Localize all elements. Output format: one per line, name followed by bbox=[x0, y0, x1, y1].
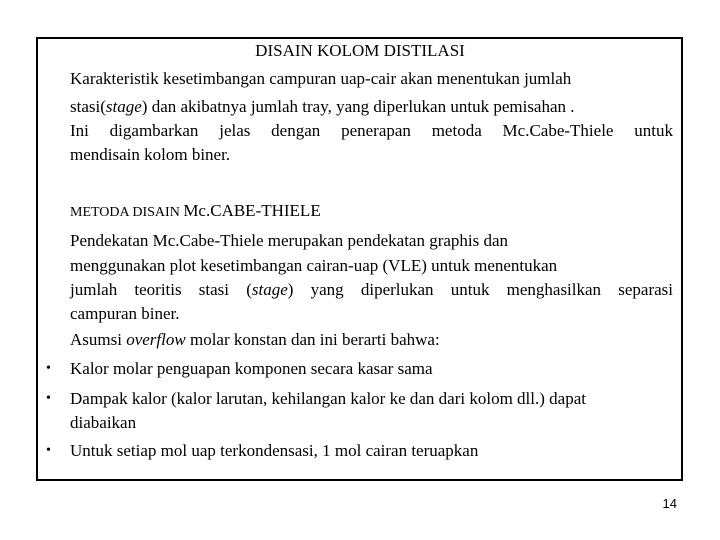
intro-line-3: Ini digambarkan jelas dengan penerapan metoda Mc.Cabe-Thiele untuk bbox=[70, 121, 673, 140]
body-line-5: Asumsi overflow molar konstan dan ini berarti bahwa: bbox=[70, 330, 440, 349]
bullet-marker-2: • bbox=[46, 391, 51, 406]
bullet-item-2-line-2: diabaikan bbox=[70, 413, 137, 432]
bullet-marker-3: • bbox=[46, 443, 51, 458]
bullet-item-2-line-1: Dampak kalor (kalor larutan, kehilangan kalor ke dan dari kolom dll.) dapat bbox=[70, 389, 586, 408]
intro-line-4: mendisain kolom biner. bbox=[70, 145, 231, 164]
page-number: 14 bbox=[662, 496, 677, 511]
bullet-item-3: Untuk setiap mol uap terkondensasi, 1 mol cairan teruapkan bbox=[70, 441, 479, 460]
body-line-1: Pendekatan Mc.Cabe-Thiele merupakan pendekatan graphis dan bbox=[70, 231, 509, 250]
body-line-3: jumlah teoritis stasi (stage) yang diperlukan untuk menghasilkan separasi bbox=[70, 280, 673, 299]
page-title: DISAIN KOLOM DISTILASI bbox=[255, 41, 465, 60]
intro-line-2: stasi(stage) dan akibatnya jumlah tray, yang diperlukan untuk pemisahan . bbox=[70, 97, 575, 116]
body-line-4: campuran biner. bbox=[70, 304, 180, 323]
bullet-item-1: Kalor molar penguapan komponen secara kasar sama bbox=[70, 359, 433, 378]
bullet-marker-1: • bbox=[46, 361, 51, 376]
body-line-2: menggunakan plot kesetimbangan cairan-uap (VLE) untuk menentukan bbox=[70, 256, 558, 275]
intro-line-1: Karakteristik kesetimbangan campuran uap-cair akan menentukan jumlah bbox=[70, 69, 572, 88]
section-heading: METODA DISAIN Mc.CABE-THIELE bbox=[70, 201, 321, 220]
